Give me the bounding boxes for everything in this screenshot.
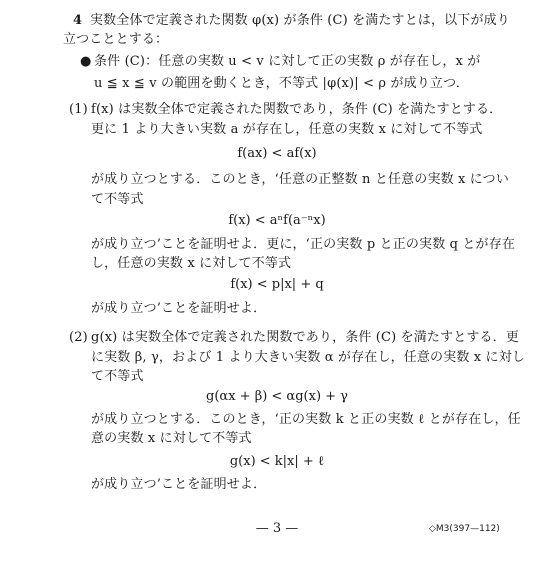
problem-intro-line-2: 立つこととする： [63,32,169,47]
part1-line-7: が成り立つ’ことを証明せよ． [91,301,267,316]
problem-intro-line-1: 実数全体で定義された関数 φ(x) が条件 (C) を満たすとは，以下が成り [90,13,510,28]
part1-line-6: し，任意の実数 x に対して不等式 [91,256,292,271]
part1-formula-3: f(x) < p|x| + q [230,277,324,292]
part2-line-3: て不等式 [91,369,144,384]
part2-line-2: に実数 β, γ，および 1 より大きい実数 α が存在し，任意の実数 x に対し [91,350,526,365]
part2-line-6: が成り立つ’ことを証明せよ． [91,477,267,492]
part2-line-4: が成り立つとする．このとき，‘正の実数 k と正の実数 ℓ とが存在し，任 [91,412,521,427]
problem-number: 4 [73,13,83,28]
part1-line-5: が成り立つ’ことを証明せよ．更に，‘正の実数 p と正の実数 q とが存在 [91,237,515,252]
condition-line-2: u ≦ x ≦ v の範囲を動くとき，不等式 |φ(x)| < ρ が成り立つ． [94,76,469,91]
part2-line-5: 意の実数 x に対して不等式 [91,431,252,446]
bullet-icon: ● [80,54,92,69]
part2-formula-1: g(αx + β) < αg(x) + γ [206,389,348,404]
part1-formula-1: f(ax) < af(x) [237,146,317,161]
part1-line-2: 更に 1 より大きい実数 a が存在し，任意の実数 x に対して不等式 [91,122,483,137]
condition-line-1: 条件 (C)：任意の実数 u < v に対して正の実数 ρ が存在し，x が [94,54,481,69]
part1-label: (1) [69,102,88,117]
part2-label: (2) [69,330,88,345]
part1-line-3: が成り立つとする．このとき，‘任意の正整数 n と任意の実数 x につい [91,172,509,187]
part1-formula-2: f(x) < aⁿf(a⁻ⁿx) [228,213,326,228]
page-number: — 3 — [255,521,299,536]
part2-line-1: g(x) は実数全体で定義された関数であり，条件 (C) を満たすとする．更 [91,330,519,345]
exam-code: ◇M3(397—112) [429,524,500,534]
part1-line-4: て不等式 [91,192,144,207]
part1-line-1: f(x) は実数全体で定義された関数であり，条件 (C) を満たすとする． [91,102,503,117]
part2-formula-2: g(x) < k|x| + ℓ [229,454,325,469]
